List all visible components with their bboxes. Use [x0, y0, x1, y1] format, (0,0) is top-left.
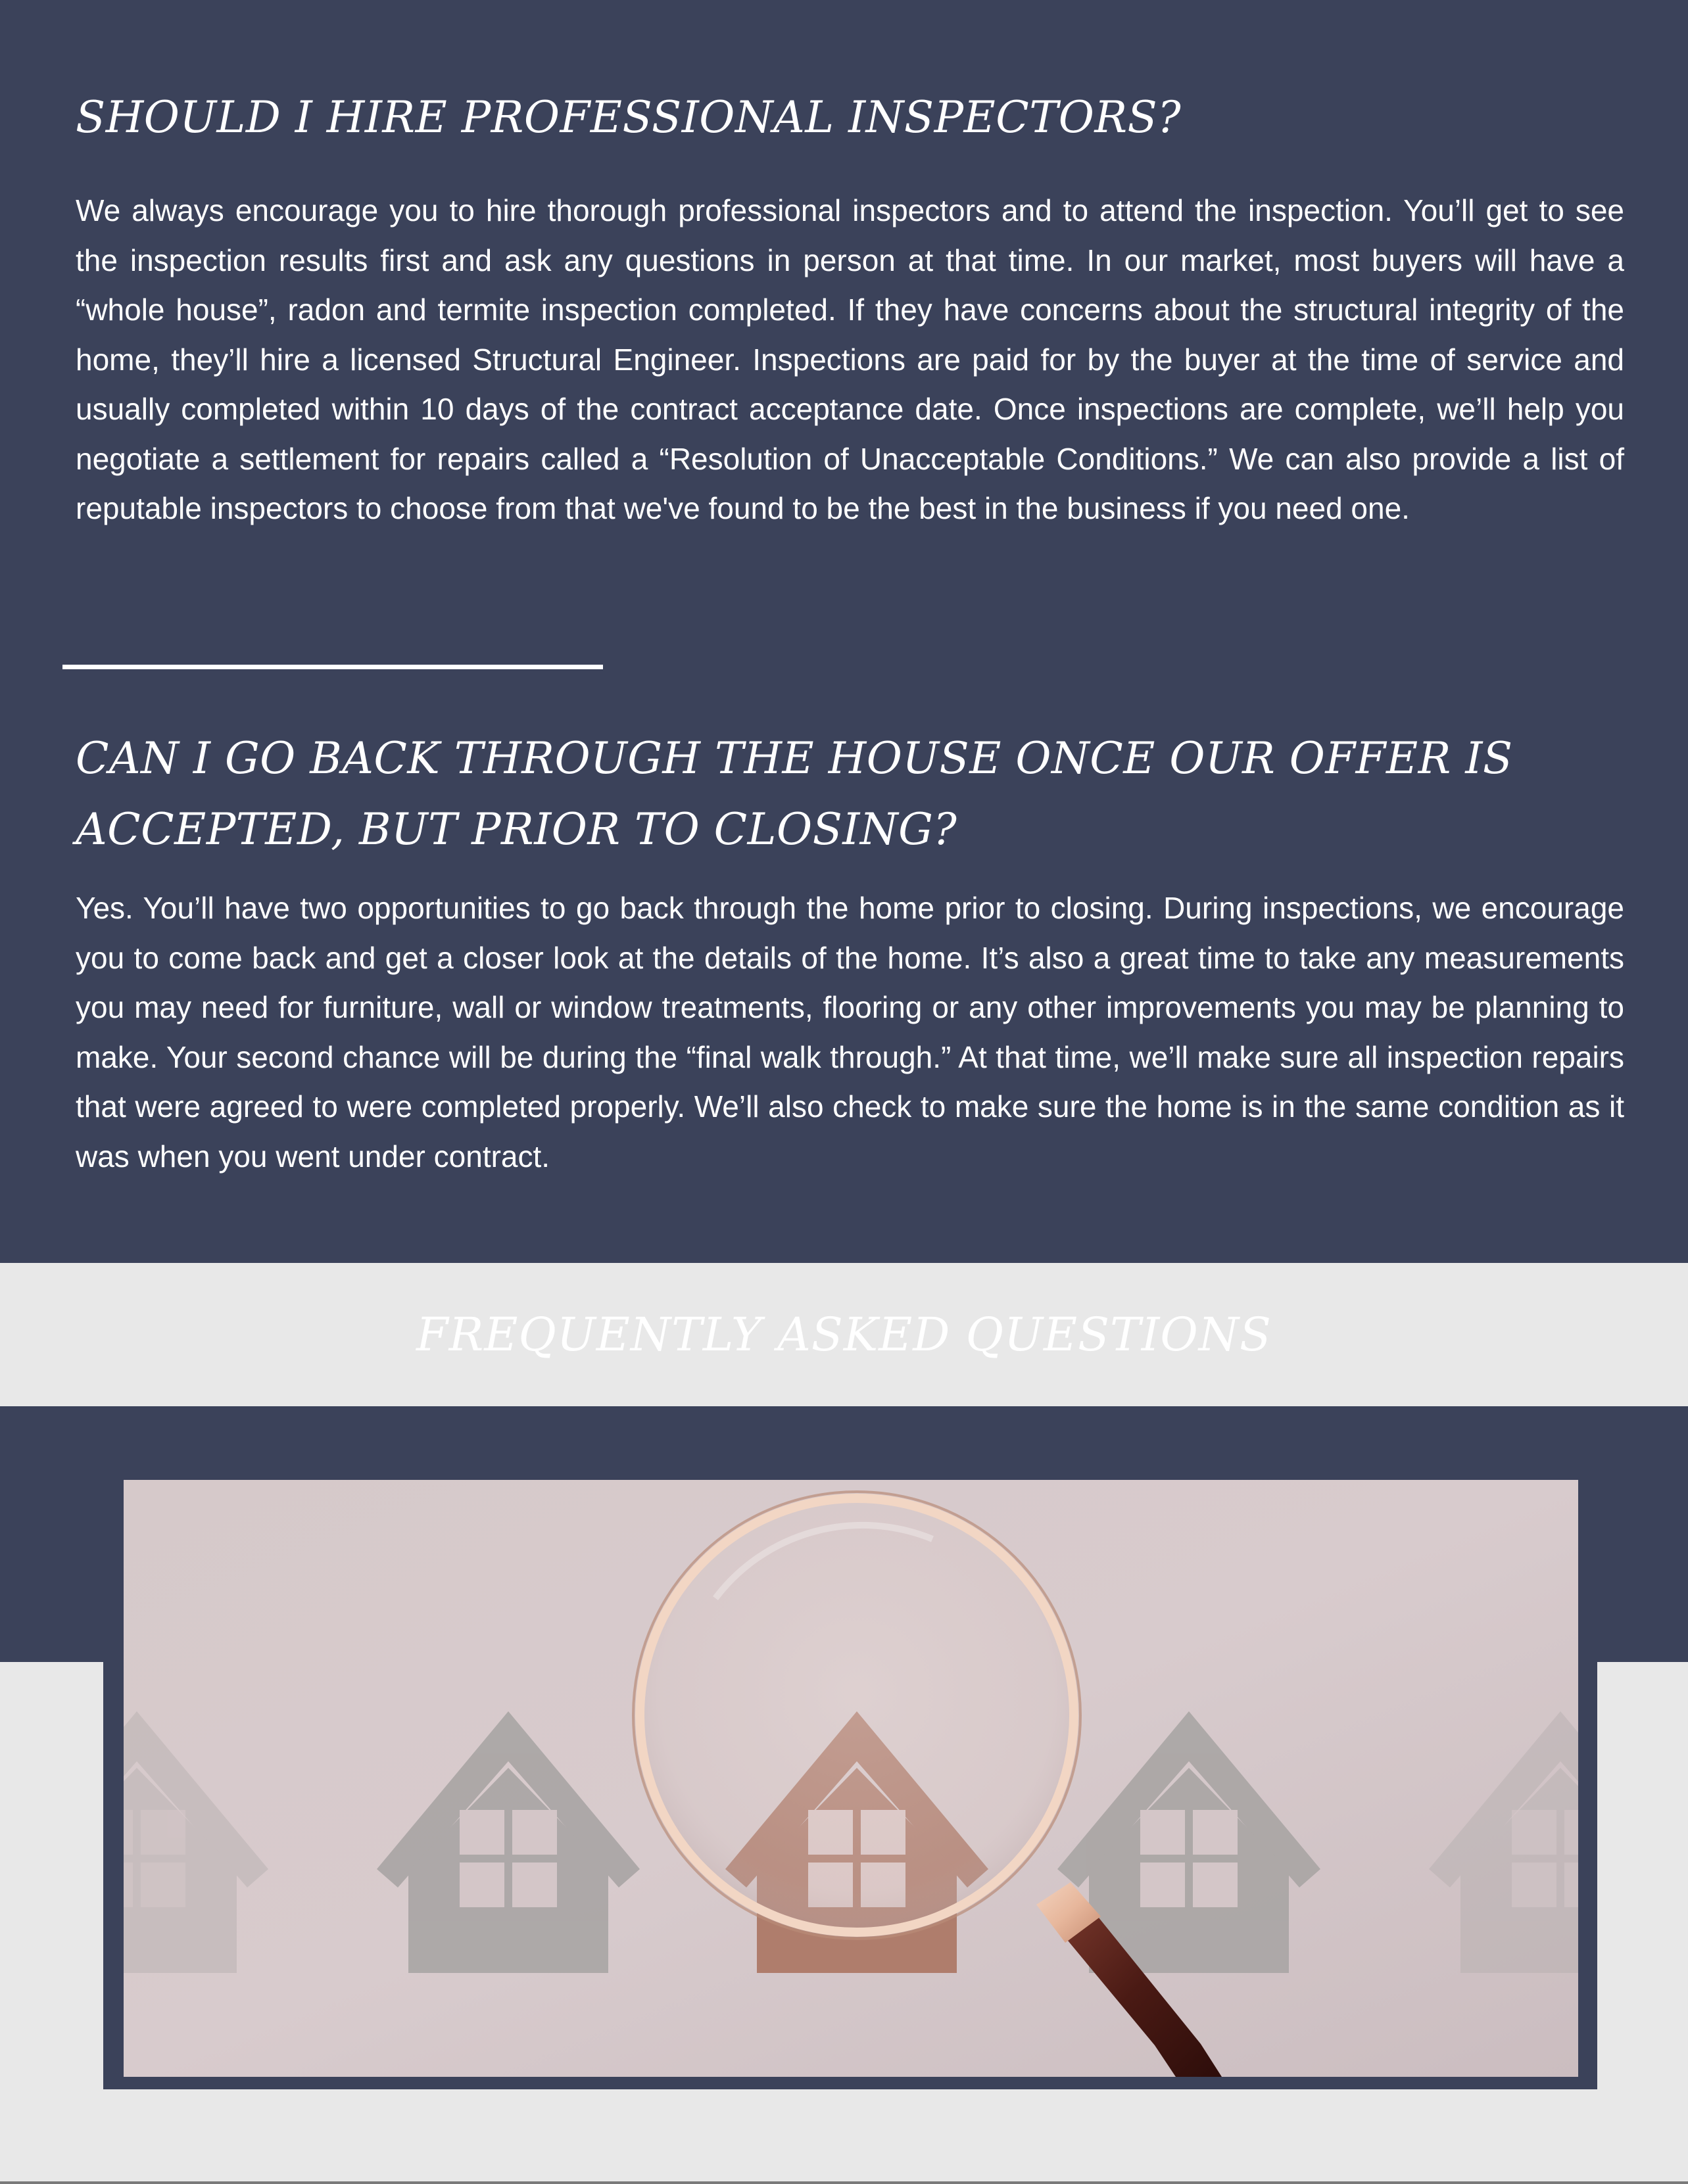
page-title-band: FREQUENTLY ASKED QUESTIONS [0, 1263, 1688, 1406]
page-bottom-rule [0, 2181, 1688, 2184]
faq-heading-walkthrough: CAN I GO BACK THROUGH THE HOUSE ONCE OUR OFFER IS ACCEPTED, BUT PRIOR TO CLOSING? [76, 733, 1513, 855]
inspection-photo [124, 1480, 1578, 2077]
faq-heading-inspectors: SHOULD I HIRE PROFESSIONAL INSPECTORS? [76, 92, 1182, 143]
faq-answer-inspectors: We always encourage you to hire thorough professional inspectors and to attend the inspection. You’ll get to see the inspection results first and ask any questions in person at that time. In our market, most buyers will have a “whole house”, radon and termite inspection completed. If they have concerns about the structural integrity of the home, they’ll hire a licensed Structural Engineer. Inspections are paid for by the buyer at the time of service and usually completed within 10 days of the contract acceptance date. Once inspections are complete, we’ll help you negotiate a settlement for repairs called a “Resolution of Unacceptable Conditions.” We can also provide a list of reputable inspectors to choose from that we've found to be the best in the business if you need one. [76, 193, 1624, 525]
section-divider [62, 665, 603, 669]
faq-answer-walkthrough: Yes. You’ll have two opportunities to go back through the home prior to closing. During inspections, we encourage you to come back and get a closer look at the details of the home. It’s also a great time to take any measurements you may need for furniture, wall or window treatments, flooring or any other improvements you may be planning to make. Your second chance will be during the “final walk through.” At that time, we’ll make sure all inspection repairs that were agreed to were completed properly. We’ll also check to make sure the home is in the same condition as it was when you went under contract. [76, 891, 1624, 1174]
